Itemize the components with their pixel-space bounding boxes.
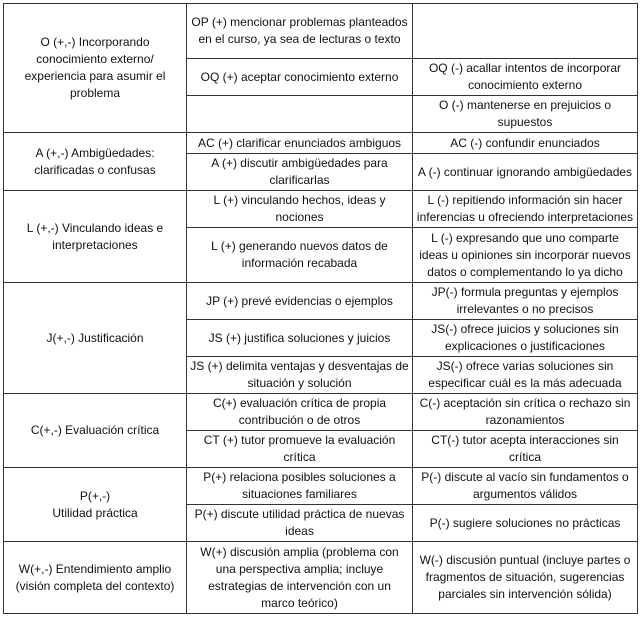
category-l-label: L (+,-) Vinculando ideas e interpretaciones <box>4 191 187 283</box>
category-c-label: C(+,-) Evaluación crítica <box>4 394 187 468</box>
j-negative-3: JS(-) ofrece varias soluciones sin especificar cuál es la más adecuada <box>413 357 638 394</box>
o-positive-2: OQ (+) aceptar conocimiento externo <box>187 59 413 96</box>
a-positive-1: AC (+) clarificar enunciados ambiguos <box>187 133 413 154</box>
category-p-code: P(+,-) <box>79 488 111 503</box>
o-negative-1 <box>413 4 638 59</box>
j-positive-1: JP (+) prevé evidencias o ejemplos <box>187 283 413 320</box>
o-positive-3 <box>187 96 413 133</box>
c-positive-2: CT (+) tutor promueve la evaluación crítica <box>187 431 413 468</box>
category-w-label: W(+,-) Entendimiento amplio (visión completa del contexto) <box>4 542 187 614</box>
l-positive-2: L (+) generando nuevos datos de información recabada <box>187 228 413 283</box>
table-row <box>4 191 638 228</box>
p-negative-1: P(-) discute al vacío sin fundamentos o argumentos válidos <box>413 468 638 505</box>
table-row <box>4 4 638 59</box>
p-positive-2: P(+) discute utilidad práctica de nuevas ideas <box>187 505 413 542</box>
c-negative-1: C(-) aceptación sin crítica o rechazo sin razonamientos <box>413 394 638 431</box>
category-o-label: O (+,-) Incorporando conocimiento externo/ experiencia para asumir el problema <box>4 4 187 133</box>
table-row <box>4 542 638 614</box>
j-positive-3: JS (+) delimita ventajas y desventajas de situación y solución <box>187 357 413 394</box>
indicators-table <box>3 3 638 614</box>
p-positive-1: P(+) relaciona posibles soluciones a situaciones familiares <box>187 468 413 505</box>
a-negative-2: A (-) continuar ignorando ambigüedades <box>413 154 638 191</box>
category-p-title: Utilidad práctica <box>52 505 138 520</box>
table-row <box>4 133 638 154</box>
o-positive-1: OP (+) mencionar problemas planteados en el curso, ya sea de lecturas o texto <box>187 4 413 59</box>
table-row <box>4 394 638 431</box>
category-j-label: J(+,-) Justificación <box>4 283 187 394</box>
l-negative-2: L (-) expresando que uno comparte ideas u opiniones sin incorporar nuevos datos o complementando lo ya dicho <box>413 228 638 283</box>
a-negative-1: AC (-) confundir enunciados <box>413 133 638 154</box>
l-negative-1: L (-) repitiendo información sin hacer inferencias u ofreciendo interpretaciones <box>413 191 638 228</box>
c-negative-2: CT(-) tutor acepta interacciones sin crítica <box>413 431 638 468</box>
p-negative-2: P(-) sugiere soluciones no prácticas <box>413 505 638 542</box>
w-negative-1: W(-) discusión puntual (incluye partes o fragmentos de situación, sugerencias parciales sin intervención sólida) <box>413 542 638 614</box>
category-a-label: A (+,-) Ambigüedades: clarificadas o confusas <box>4 133 187 191</box>
j-negative-2: JS(-) ofrece juicios y soluciones sin explicaciones o justificaciones <box>413 320 638 357</box>
j-positive-2: JS (+) justifica soluciones y juicios <box>187 320 413 357</box>
table-row <box>4 468 638 505</box>
category-p-label <box>4 468 187 542</box>
w-positive-1: W(+) discusión amplia (problema con una perspectiva amplia; incluye estrategias de intervención con un marco teórico) <box>187 542 413 614</box>
l-positive-1: L (+) vinculando hechos, ideas y nociones <box>187 191 413 228</box>
o-negative-3: O (-) mantenerse en prejuicios o supuestos <box>413 96 638 133</box>
a-positive-2: A (+) discutir ambigüedades para clarificarlas <box>187 154 413 191</box>
table-row <box>4 283 638 320</box>
o-negative-2: OQ (-) acallar intentos de incorporar conocimiento externo <box>413 59 638 96</box>
j-negative-1: JP(-) formula preguntas y ejemplos irrelevantes o no precisos <box>413 283 638 320</box>
c-positive-1: C(+) evaluación crítica de propia contribución o de otros <box>187 394 413 431</box>
